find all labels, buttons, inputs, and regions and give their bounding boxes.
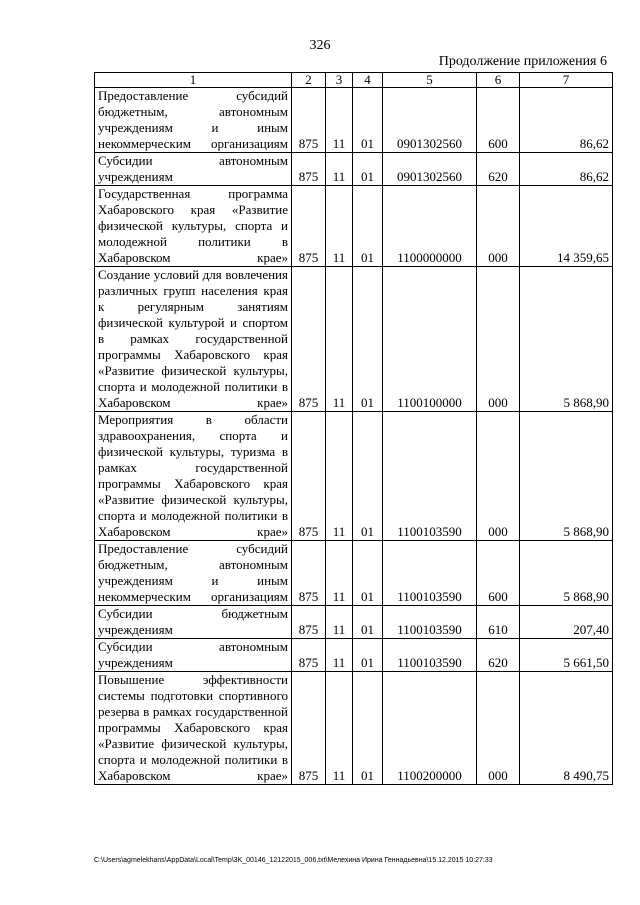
row-ministry-code-cell: 875 [292, 606, 326, 639]
row-section-cell: 11 [326, 541, 353, 606]
table-header-row [95, 73, 613, 88]
row-name-cell [95, 606, 292, 639]
row-name-cell [95, 541, 292, 606]
row-target-article-cell: 1100103590 [383, 639, 477, 672]
row-name-cell [95, 153, 292, 186]
row-name-text: Мероприятия в области здравоохранения, спорта и физической культуры, туризма в рамках государственной программы Хабаровского края «Развитие физической культуры, спорта и молодежной политики в Хабаровском крае» [98, 412, 288, 539]
row-ministry-code-cell: 875 [292, 639, 326, 672]
row-expense-type-cell: 000 [477, 267, 520, 412]
row-name-cell [95, 639, 292, 672]
table-row [95, 186, 613, 267]
header-col-3: 3 [326, 73, 353, 88]
table-row [95, 541, 613, 606]
row-name-cell [95, 672, 292, 785]
row-section-cell: 11 [326, 267, 353, 412]
table-row [95, 88, 613, 153]
row-target-article-cell: 1100000000 [383, 186, 477, 267]
row-subsection-cell: 01 [353, 541, 383, 606]
row-subsection-cell: 01 [353, 186, 383, 267]
row-amount-cell: 14 359,65 [520, 186, 613, 267]
appendix-continuation-label: Продолжение приложения 6 [438, 54, 607, 69]
budget-table [94, 72, 613, 785]
row-subsection-cell: 01 [353, 606, 383, 639]
table-row [95, 267, 613, 412]
row-target-article-cell: 1100103590 [383, 606, 477, 639]
row-expense-type-cell: 610 [477, 606, 520, 639]
row-name-text: Создание условий для вовлечения различных групп населения края к регулярным занятиям физической культурой и спортом в рамках государственной программы Хабаровского края «Развитие физической культуры, спорта и молодежной политики в Хабаровском крае» [98, 267, 288, 410]
row-name-cell [95, 186, 292, 267]
row-expense-type-cell: 000 [477, 186, 520, 267]
row-name-text: Повышение эффективности системы подготовки спортивного резерва в рамках государственной программы Хабаровского края «Развитие физической культуры, спорта и молодежной политики в Хабаровском крае» [98, 672, 288, 783]
table-row [95, 672, 613, 785]
row-name-text: Предоставление субсидий бюджетным, автономным учреждениям и иным некоммерческим организациям [98, 541, 288, 604]
row-amount-cell: 5 868,90 [520, 541, 613, 606]
row-section-cell: 11 [326, 672, 353, 785]
header-col-4: 4 [353, 73, 383, 88]
row-name-cell [95, 412, 292, 541]
row-ministry-code-cell: 875 [292, 153, 326, 186]
row-expense-type-cell: 000 [477, 672, 520, 785]
row-subsection-cell: 01 [353, 153, 383, 186]
row-ministry-code-cell: 875 [292, 88, 326, 153]
row-name-text: Субсидии автономным учреждениям [98, 153, 288, 184]
table-row [95, 606, 613, 639]
row-ministry-code-cell: 875 [292, 412, 326, 541]
row-amount-cell: 207,40 [520, 606, 613, 639]
row-expense-type-cell: 620 [477, 639, 520, 672]
row-name-cell [95, 88, 292, 153]
row-amount-cell: 86,62 [520, 153, 613, 186]
row-expense-type-cell: 600 [477, 541, 520, 606]
row-amount-cell: 5 661,50 [520, 639, 613, 672]
row-subsection-cell: 01 [353, 639, 383, 672]
header-col-6: 6 [477, 73, 520, 88]
table-row [95, 153, 613, 186]
row-section-cell: 11 [326, 639, 353, 672]
row-target-article-cell: 1100103590 [383, 541, 477, 606]
row-target-article-cell: 1100103590 [383, 412, 477, 541]
row-section-cell: 11 [326, 412, 353, 541]
table-row [95, 412, 613, 541]
row-target-article-cell: 0901302560 [383, 88, 477, 153]
row-section-cell: 11 [326, 186, 353, 267]
row-section-cell: 11 [326, 88, 353, 153]
row-amount-cell: 86,62 [520, 88, 613, 153]
header-col-7: 7 [520, 73, 613, 88]
row-expense-type-cell: 000 [477, 412, 520, 541]
table-row [95, 639, 613, 672]
file-path-footer: C:\Users\agmelekhans\AppData\Local\Temp\3K_00146_12122015_006.txt\Мелехина Ирина Геннадьевна\15.12.2015 10:27:33 [94, 857, 493, 864]
row-ministry-code-cell: 875 [292, 541, 326, 606]
row-name-text: Субсидии бюджетным учреждениям [98, 606, 288, 637]
row-target-article-cell: 1100200000 [383, 672, 477, 785]
row-expense-type-cell: 620 [477, 153, 520, 186]
row-name-text: Предоставление субсидий бюджетным, автономным учреждениям и иным некоммерческим организациям [98, 88, 288, 151]
header-col-1: 1 [95, 73, 292, 88]
row-expense-type-cell: 600 [477, 88, 520, 153]
row-amount-cell: 8 490,75 [520, 672, 613, 785]
row-ministry-code-cell: 875 [292, 267, 326, 412]
row-target-article-cell: 0901302560 [383, 153, 477, 186]
row-target-article-cell: 1100100000 [383, 267, 477, 412]
row-subsection-cell: 01 [353, 412, 383, 541]
row-subsection-cell: 01 [353, 267, 383, 412]
row-ministry-code-cell: 875 [292, 672, 326, 785]
row-name-cell [95, 267, 292, 412]
header-col-2: 2 [292, 73, 326, 88]
row-section-cell: 11 [326, 606, 353, 639]
row-name-text: Субсидии автономным учреждениям [98, 639, 288, 670]
row-name-text: Государственная программа Хабаровского края «Развитие физической культуры, спорта и молодежной политики в Хабаровском крае» [98, 186, 288, 265]
page-number: 326 [309, 38, 331, 53]
row-section-cell: 11 [326, 153, 353, 186]
row-amount-cell: 5 868,90 [520, 267, 613, 412]
row-ministry-code-cell: 875 [292, 186, 326, 267]
row-amount-cell: 5 868,90 [520, 412, 613, 541]
row-subsection-cell: 01 [353, 88, 383, 153]
header-col-5: 5 [383, 73, 477, 88]
row-subsection-cell: 01 [353, 672, 383, 785]
